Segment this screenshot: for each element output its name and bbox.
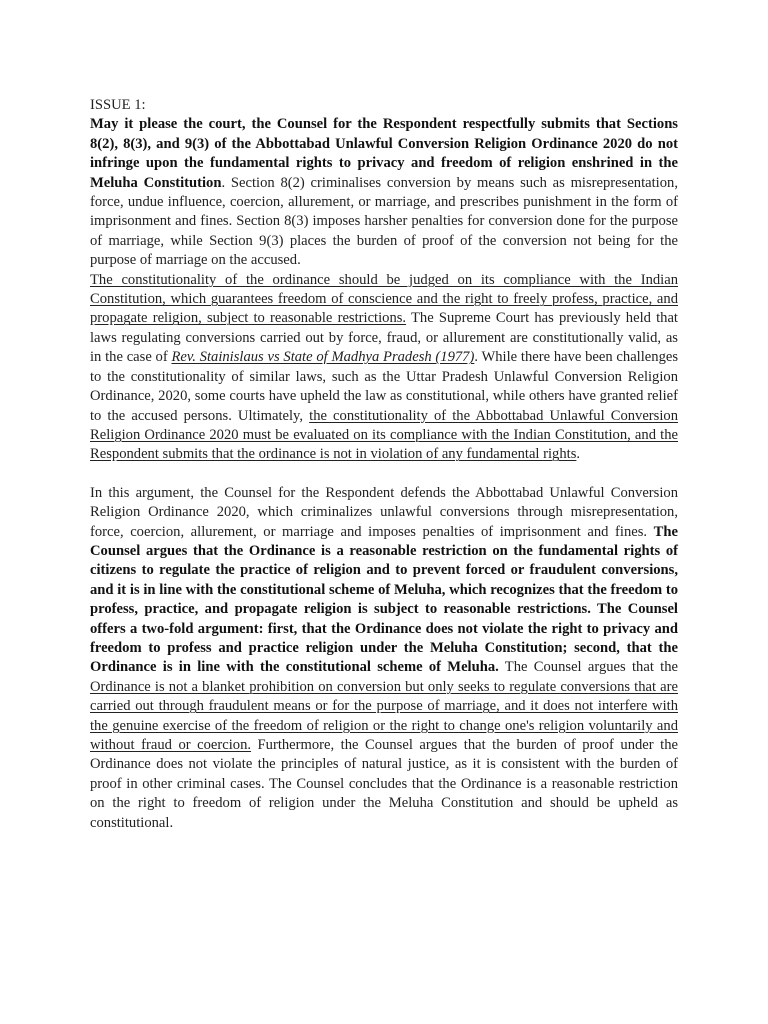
argument-intro-text: In this argument, the Counsel for the Respondent defends the Abbottabad Unlawful Conversion Religion Ordinance 2020, which criminalizes unlawful conversions through misrepresentation, force, coercion, allurement, or marriage and imposes penalties of imprisonment and fines. <box>90 484 678 540</box>
paragraph-submission <box>90 115 678 270</box>
submission-text: . Section 8(2) criminalises conversion by means such as misrepresentation, force, undue influence, coercion, allurement, or marriage, and prescribes punishment in the form of imprisonment and fines. Section 8(3) imposes harsher penalties for conversion done for the purpose of marriage, while Section 9(3) places the burden of proof of the conversion not being for the purpose of marriage on the accused. <box>90 174 678 269</box>
argument-underlined-text: Ordinance is not a blanket prohibition on conversion but only seeks to regulate conversions that are carried out through fraudulent means or for the purpose of marriage, and it does not interfere with the genuine exercise of the freedom of religion or the right to change one's religion voluntarily and without fraud or coercion. <box>90 678 678 753</box>
paragraph-spacer <box>90 465 678 484</box>
paragraph-constitutionality <box>90 271 678 465</box>
constitutionality-text-2: . While there have been challenges to the constitutionality of similar laws, such as the Uttar Pradesh Unlawful Conversion Religion Ordinance, 2020, some courts have upheld the law as constitutional, while others have granted relief to the accused persons. Ultimately, <box>90 349 679 424</box>
constitutionality-text: The Supreme Court has previously held that laws regulating conversions carried out by force, fraud, or allurement are constitutionally valid, as in the case of <box>90 310 678 366</box>
conclusion-underlined-text: the constitutionality of the Abbottabad Unlawful Conversion Religion Ordinance 2020 must be evaluated on its compliance with the Indian Constitution, and the Respondent submits that the ordinance is not in violation of any fundamental rights <box>90 407 678 463</box>
paragraph-argument <box>90 484 678 833</box>
issue-heading: ISSUE 1: <box>90 97 146 113</box>
argument-text: The Counsel argues that the <box>498 659 678 676</box>
argument-bold-text: The Counsel argues that the Ordinance is a reasonable restriction on the fundamental rights of citizens to regulate the practice of religion and to prevent forced or fraudulent conversions, and it is in line with the constitutional scheme of Meluha, which recognizes that the freedom to profess, practice, and propagate religion is subject to reasonable restrictions. The Counsel offers a two-fold argument: first, that the Ordinance does not violate the right to privacy and freedom to profess and practice religion under the Meluha Constitution; second, that the Ordinance is in line with the constitutional scheme of Meluha. <box>90 523 678 676</box>
argument-conclusion-text: Furthermore, the Counsel argues that the burden of proof under the Ordinance does not violate the principles of natural justice, as it is consistent with the burden of proof in other criminal cases. The Counsel concludes that the Ordinance is a reasonable restriction on the right to freedom of religion under the Meluha Constitution and should be upheld as constitutional. <box>90 737 679 831</box>
constitutionality-underlined-text: The constitutionality of the ordinance should be judged on its compliance with the Indian Constitution, which guarantees freedom of conscience and the right to freely profess, practice, and propagate religion, subject to reasonable restrictions. <box>90 271 678 327</box>
submission-bold-text: May it please the court, the Counsel for the Respondent respectfully submits that Sections 8(2), 8(3), and 9(3) of the Abbottabad Unlawful Conversion Religion Ordinance 2020 do not infringe upon the fundamental rights to privacy and freedom of religion enshrined in the Meluha Constitution <box>90 116 678 191</box>
conclusion-period: . <box>576 446 581 463</box>
document-page <box>90 96 678 833</box>
case-citation: Rev. Stainislaus vs State of Madhya Pradesh (1977) <box>171 349 475 366</box>
